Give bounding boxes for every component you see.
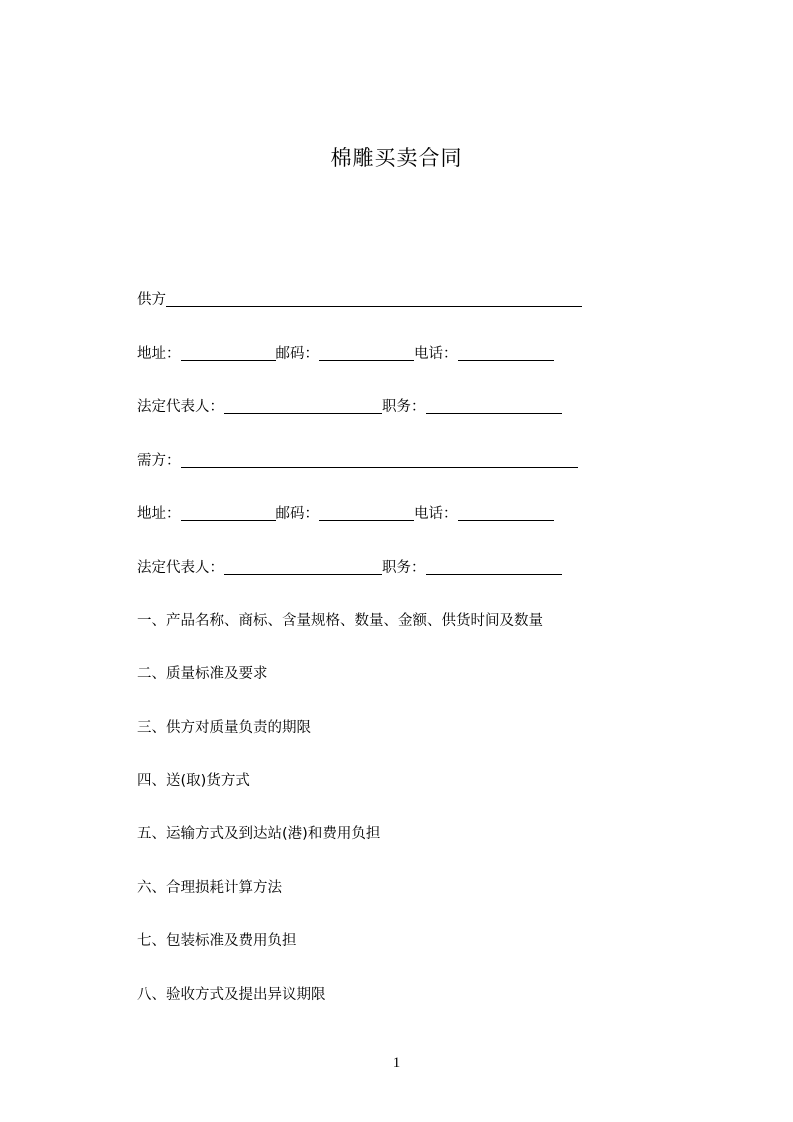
supplier-rep-label: 法定代表人： (137, 399, 224, 415)
supplier-address-label: 地址： (137, 346, 181, 362)
supplier-rep-field[interactable] (224, 398, 382, 414)
buyer-phone-label: 电话： (414, 506, 458, 522)
supplier-postcode-label: 邮码： (275, 346, 319, 362)
buyer-postcode-field[interactable] (319, 505, 414, 521)
buyer-position-field[interactable] (426, 559, 562, 575)
supplier-address-field[interactable] (181, 345, 276, 361)
clause-3: 三、供方对质量负责的期限 (137, 720, 311, 736)
buyer-rep-label: 法定代表人： (137, 560, 224, 576)
buyer-address-field[interactable] (181, 505, 276, 521)
supplier-postcode-field[interactable] (319, 345, 414, 361)
buyer-phone-field[interactable] (458, 505, 554, 521)
clause-7: 七、包装标准及费用负担 (137, 933, 297, 949)
buyer-postcode-label: 邮码： (275, 506, 319, 522)
document-title: 棉雕买卖合同 (330, 146, 463, 170)
clause-6: 六、合理损耗计算方法 (137, 880, 282, 896)
clause-2: 二、质量标准及要求 (137, 666, 268, 682)
supplier-label: 供方 (137, 292, 166, 308)
buyer-rep-line (137, 558, 562, 578)
buyer-line (137, 451, 578, 471)
supplier-position-field[interactable] (426, 398, 562, 414)
supplier-phone-field[interactable] (458, 345, 554, 361)
supplier-name-field[interactable] (166, 291, 582, 307)
buyer-rep-field[interactable] (224, 559, 382, 575)
supplier-phone-label: 电话： (414, 346, 458, 362)
clause-1: 一、产品名称、商标、含量规格、数量、金额、供货时间及数量 (137, 613, 543, 629)
page-number: 1 (392, 1055, 401, 1071)
supplier-position-label: 职务： (382, 399, 426, 415)
buyer-label: 需方： (137, 453, 181, 469)
buyer-address-label: 地址： (137, 506, 181, 522)
clause-4: 四、送(取)货方式 (137, 773, 250, 789)
buyer-position-label: 职务： (382, 560, 426, 576)
buyer-contact-line (137, 504, 554, 524)
buyer-name-field[interactable] (181, 452, 578, 468)
clause-5: 五、运输方式及到达站(港)和费用负担 (137, 826, 381, 842)
supplier-rep-line (137, 397, 562, 417)
supplier-contact-line (137, 344, 554, 364)
supplier-line (137, 290, 582, 310)
clause-8: 八、验收方式及提出异议期限 (137, 987, 326, 1003)
